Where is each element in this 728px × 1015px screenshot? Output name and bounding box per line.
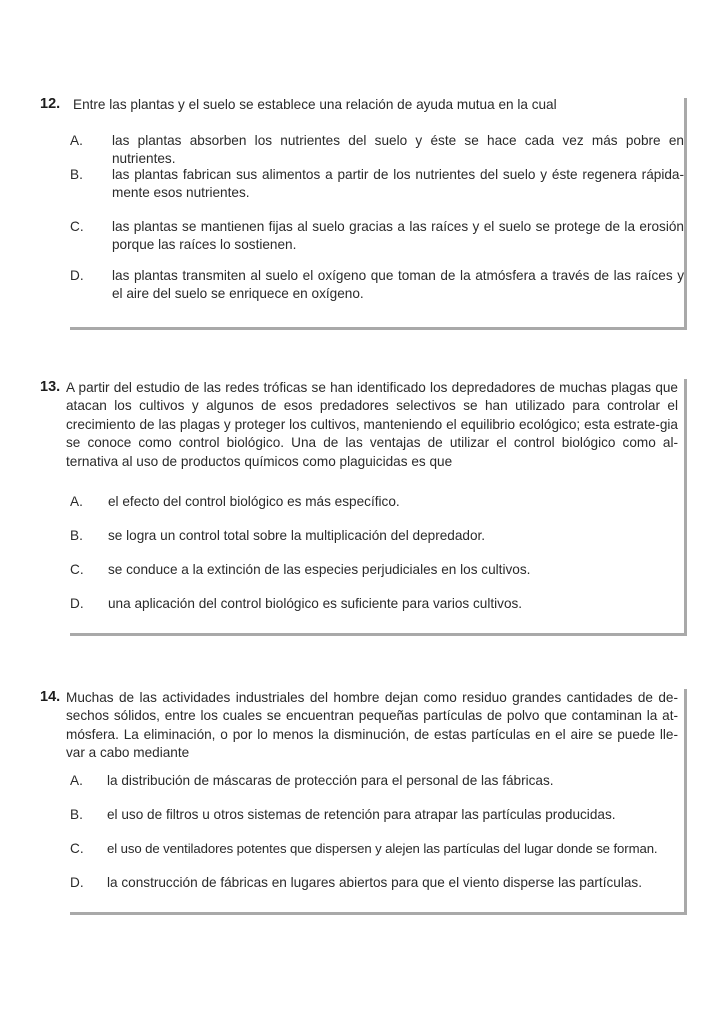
option-text: se conduce a la extinción de las especies perjudiciales en los cultivos.: [108, 562, 531, 577]
option-letter: A.: [70, 133, 83, 148]
option-text: la construcción de fábricas en lugares abiertos para que el viento disperse las partículas.: [107, 875, 642, 890]
option-letter: B.: [70, 167, 83, 182]
option-text: se logra un control total sobre la multiplicación del depredador.: [108, 528, 486, 543]
option-letter: A.: [70, 773, 83, 788]
question-stem: Muchas de las actividades industriales del hombre dejan como residuo grandes cantidades de de-sechos sólidos, entre los cuales se encuentran pequeñas partículas de polvo que contaminan la at-mósfera. La eliminación, o por lo menos la disminución, de estas partículas en el aire se puede lle-var a cabo mediante: [66, 690, 678, 761]
option-text: las plantas transmiten al suelo el oxígeno que toman de la atmósfera a través de las raíces y el aire del suelo se enriquece en oxígeno.: [112, 268, 684, 302]
option-letter: D.: [70, 268, 84, 283]
option-text: las plantas absorben los nutrientes del suelo y éste se hace cada vez más pobre en nutrientes.: [112, 133, 684, 167]
option-text: el efecto del control biológico es más específico.: [108, 494, 400, 509]
option-letter: A.: [70, 494, 83, 509]
question-stem: A partir del estudio de las redes tróficas se han identificado los depredadores de muchas plagas que atacan los cultivos y algunos de esos predadores selectivos se han utilizado para controlar el crecimiento de las plagas y proteger los cultivos, manteniendo el equilibrio ecológico; esta estrate-gia se conoce como control biológico. Una de las ventajas de utilizar el control biológico como al-ternativa al uso de productos químicos como plaguicidas es que: [66, 380, 678, 469]
question-number: 12.: [40, 96, 61, 112]
option-text: las plantas se mantienen fijas al suelo gracias a las raíces y el suelo se protege de la erosión porque las raíces lo sostienen.: [112, 219, 684, 253]
option-text: la distribución de máscaras de protección para el personal de las fábricas.: [107, 773, 554, 788]
option-text: el uso de ventiladores potentes que dispersen y alejen las partículas del lugar donde se forman.: [107, 841, 658, 856]
option-letter: C.: [70, 841, 84, 856]
question-stem: Entre las plantas y el suelo se establece una relación de ayuda mutua en la cual: [73, 97, 557, 112]
option-letter: D.: [70, 875, 84, 890]
option-letter: C.: [70, 562, 84, 577]
option-letter: C.: [70, 219, 84, 234]
option-letter: D.: [70, 596, 84, 611]
option-text: el uso de filtros u otros sistemas de retención para atrapar las partículas producidas.: [107, 807, 616, 822]
option-letter: B.: [70, 807, 83, 822]
question-number: 13.: [40, 379, 61, 395]
option-text: una aplicación del control biológico es suficiente para varios cultivos.: [108, 596, 523, 611]
question-number: 14.: [40, 689, 61, 705]
option-letter: B.: [70, 528, 83, 543]
option-text: las plantas fabrican sus alimentos a partir de los nutrientes del suelo y éste regenera rápida-mente esos nutrientes.: [112, 167, 684, 201]
